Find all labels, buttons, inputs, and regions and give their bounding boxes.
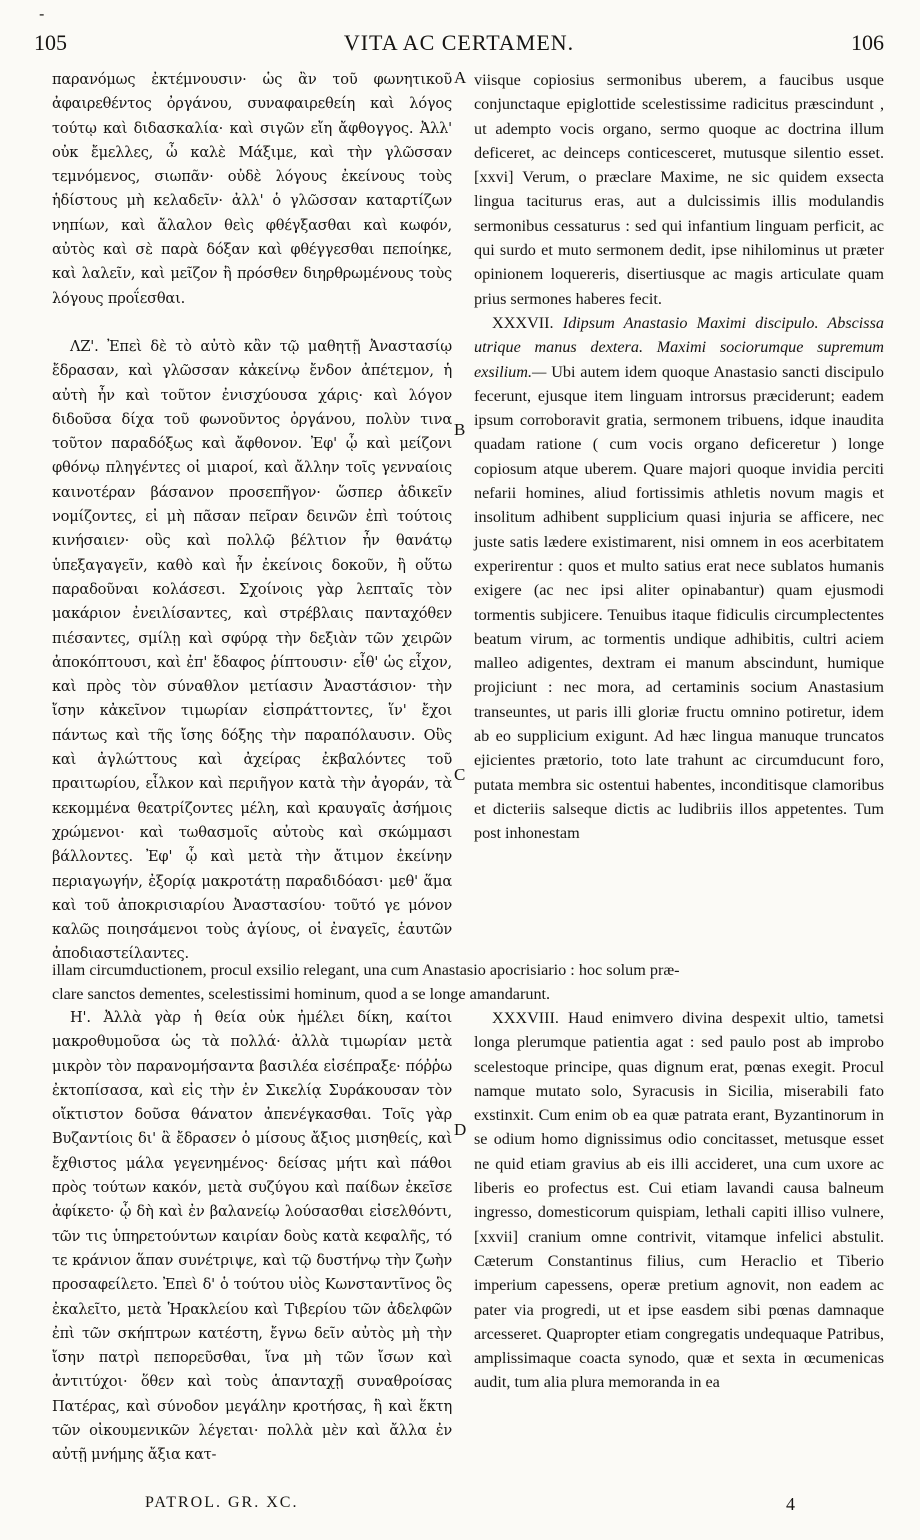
page-number-left: 105 bbox=[34, 30, 67, 55]
spill-line-1: illam circumductionem, procul exsilio relegant, una cum Anastasio apocrisiario : hoc solum præ- bbox=[52, 961, 680, 979]
latin-spill-over bbox=[52, 958, 884, 1007]
greek-column bbox=[52, 68, 452, 967]
greek-paragraph-2-text: Ἐπεὶ δὲ τὸ αὐτὸ κἂν τῷ μαθητῇ Ἀναστασίῳ ἔδρασαν, καὶ γλῶσσαν κἀκείνῳ ἔνδον ἀπέτεμον, ἡ αὐτὴ ἦν καὶ τοῦτον ἐνισχύουσα χάρις· καὶ λόγον διδοῦσα δίχα τοῦ φωνοῦντος ὀργάνου, πολὺν τινα τοῦτον παραδόξως καὶ ἄφθονον. Ἐφ' ᾧ καὶ μείζονι φθόνῳ πληγέντες οἱ μιαροί, καὶ ἄλλην τοῖς γενναίοις καινοτέραν βάσανον προσεπῆγον· ὥσπερ ἀδικεῖν νομίζοντες, εἰ μὴ πᾶσαν πεῖραν δεινῶν ἐπὶ τούτοις κινήσαιεν· οὓς καὶ πολλῷ βέλτιον ἦν θανάτῳ ὑπεξαγαγεῖν, καθὸ καὶ ἦν ἐκείνοις δοκοῦν, ἢ οὕτω παραδοῦναι κολάσεσι. Σχοίνοις γὰρ λεπταῖς τὸν μακάριον ἐνειλίσαντες, καὶ στρέβλαις πανταχόθεν πιέσαντες, σμίλῃ καὶ σφύρᾳ τὴν δεξιὰν τῶν χειρῶν ἀποκόπτουσι, καὶ ἐπ' ἔδαφος ῥίπτουσιν· εἶθ' ὡς εἶχον, καὶ πρὸς τὸν σύναθλον μετίασιν Ἀναστάσιον· τὴν ἴσην κἀκεῖνον τιμωρίαν εἰσπράττοντες, ἵν' ἔχοι πάντως καὶ τῆς ἴσης δόξης τὴν παραπόλαυσιν. Οὓς καὶ ἀγλώττους καὶ ἀχείρας ἐκβαλόντες τοῦ πραιτωρίου, εἷλκον καὶ περιῆγον κατὰ τὴν ἀγοράν, τὰ κεκομμένα θεατρίζοντες μέλη, καὶ κραυγαῖς ἀσήμοις χρώμενοι· καὶ τωθασμοῖς αὐτοὺς καὶ σκώμμασι βάλλοντες. Ἐφ' ᾧ καὶ μετὰ τὴν ἄτιμον ἐκείνην περιαγωγήν, ἐξορίᾳ μακροτάτῃ παραδιδόασι· μεθ' ἅμα καὶ τοῦ ἀποκρισιαρίου Ἀναστασίου· τοῦτό γε μόνον καλῶς ποιησάμενοι τοὺς ἁγίους, οἱ ἐναγεῖς, ἑαυτῶν ἀποδιαστείλαντες. bbox=[52, 337, 452, 963]
series-footer: PATROL. GR. XC. bbox=[145, 1494, 299, 1511]
running-header bbox=[34, 30, 884, 60]
latin-section-caption-37: Idipsum Anastasio Maximi discipulo. Abscissa utrique manus dextera. Maximi sociorumque supremum exsilium.— bbox=[474, 313, 884, 381]
margin-letter-d: D bbox=[454, 1120, 467, 1139]
latin-paragraph-2-text: Ubi autem idem quoque Anastasio sancti discipulo fecerunt, ejusque item linguam introrsus præciderunt; eadem ipsum corroboravit gratia, sermonem tribuens, idque inaudita quadam ratione ( cum vocis organo deficeretur ) longe copiosum atque uberem. Quare majori quoque invidia perciti nefarii homines, aliud fortissimis athletis novum magis et insolitum adhibent supplicium quasi injuria se afficere, nec juste satis lædere existimarent, nisi omnem in eos acerbitatem experirentur : quos et multo satius erat nece sublatos humanis exigere (ac nec ipsi aliter opinabantur) quam ejusmodi tormentis subjicere. Tenuibus itaque fidiculis circumplectentes beatum virum, ac tormentis undique adhibitis, cultri aciem malleo adigentes, dextram ei manum abscindunt, humique projiciunt : nec mora, ad certaminis socium Anastasium transeuntes, ut paris illi gloriæ fructu omnino potiretur, idem ab eo supplicium exigunt. Ad hæc lingua manuque truncatos ejicientes prætorio, toto late trahunt ac circumducunt foro, putata membra sic ostentui habentes, inconditisque clamoribus et dicteriis salseque dictis ac ludibriis illos appetentes. Tum post inhonestam bbox=[474, 362, 884, 843]
latin-section-heading-38: XXXVIII. bbox=[492, 1009, 559, 1027]
greek-column-lower bbox=[52, 1006, 452, 1468]
greek-section-number-37: ΛΖ'. bbox=[70, 337, 99, 355]
spill-line-2: clare sanctos dementes, scelestissimi hominum, quod a se longe amandarunt. bbox=[52, 985, 551, 1004]
margin-letter-b: B bbox=[454, 420, 466, 439]
latin-column bbox=[474, 68, 884, 846]
latin-column-lower bbox=[474, 1006, 884, 1395]
latin-paragraph-3 bbox=[474, 1006, 884, 1395]
greek-paragraph-1: παρανόμως ἐκτέμνουσιν· ὡς ἂν τοῦ φωνητικοῦ ἀφαιρεθέντος ὀργάνου, συναφαιρεθείη καὶ λόγος τούτῳ καὶ διδασκαλία· καὶ σιγῶν εἴη ἄφθογγος. Ἀλλ' οὐκ ἔμελλες, ὦ καλὲ Μάξιμε, καὶ τὴν γλῶσσαν τεμνόμενος, σιωπᾶν· οὐδὲ λόγους ἐκείνους τοὺς ἡδίστους μὴ κελαδεῖν· ἀλλ' ὁ γλῶσσαν καταρτίζων νηπίων, καὶ ἄλαλον θεὶς φθέγξασθαι καὶ κωφόν, αὐτὸς καὶ σὲ παρὰ δόξαν καὶ φθέγγεσθαι πεποίηκε, καὶ λαλεῖν, καὶ μεῖζον ἢ πρόσθεν διηρθρωμένους τοὺς λόγους προΐεσθαι. bbox=[52, 71, 452, 307]
latin-paragraph-1: viisque copiosius sermonibus uberem, a faucibus usque conjunctaque epiglottide scelestissime radicitus præscindunt , ut adempto vocis organo, sermo quoque ac doctrina illum deficeret, ac deinceps conticesceret, mutusque silentio esset. [xxvi] Verum, o præclare Maxime, ne sic quidem exsecta lingua taciturus eras, aut a dulcissimis illis modulandis sermonibus cessaturus : sed qui infantium linguam perficit, ac qui surdo et muto sermonem dedit, ipse nihilominus ut præter opinionem loquereris, disertiusque ac magis articulate quam prius sermones haberes fecit. bbox=[474, 71, 884, 308]
running-title: VITA AC CERTAMEN. bbox=[343, 30, 575, 55]
latin-section-heading-37: XXXVII. bbox=[492, 313, 554, 332]
page-number-right: 106 bbox=[851, 30, 884, 55]
signature-mark: 4 bbox=[786, 1494, 795, 1514]
margin-letter-a: A bbox=[454, 68, 467, 87]
top-mark: - bbox=[39, 4, 45, 23]
greek-paragraph-2 bbox=[52, 335, 452, 967]
latin-paragraph-3-text: Haud enimvero divina despexit ultio, tametsi longa plerumque patientia agat : sed paulo post ab improbo scelestoque principe, quas dignum erat, pœnas exegit. Procul namque mutato solo, Syracusis in Sicilia, miserabili fato exstinxit. Cum enim ob ea quæ patrata erant, Byzantinorum in se odium homo dignissimus odio concitasset, metusque esset ne quid etiam gravius ab eis illi accideret, una cum uxore ac liberis eo profectus est. Cui etiam lavandi causa balneum ingresso, domesticorum quispiam, lethali capiti illiso vulnere, [xxvii] cranium omne contrivit, vitamque infelici abstulit. Cæterum Constantinus filius, cum Heraclio et Tiberio imperium capessens, operæ pretium agnovit, non eadem ac pater via progredi, ut et ipse easdem sibi pœnas damnaque arcesseret. Quapropter etiam congregatis undequaque Patribus, amplissimaque coacta synodo, quæ et sexta in œcumenicas audit, tum alia plura memoranda in ea bbox=[474, 1009, 885, 1392]
margin-letter-c: C bbox=[454, 765, 466, 784]
greek-section-number-38: Η'. bbox=[70, 1009, 91, 1026]
latin-paragraph-2 bbox=[474, 311, 884, 846]
greek-paragraph-3 bbox=[52, 1006, 452, 1468]
greek-paragraph-3-text: Ἀλλὰ γὰρ ἡ θεία οὐκ ἠμέλει δίκη, καίτοι μακροθυμοῦσα ὡς τὰ πολλά· ἀλλὰ τιμωρίαν μετὰ μικρὸν τὸν παρανομήσαντα βασιλέα εἰσέπραξε· πόῤῥω ἐκτοπίσασα, καὶ εἰς τὴν ἐν Σικελίᾳ Συράκουσαν τὸν οἴκτιστον δοῦσα θάνατον ἀπενέγκασθαι. Τοῖς γὰρ Βυζαντίοις δι' ἃ ἔδρασεν ὁ μίσους ἄξιος μισηθείς, καὶ ἔχθιστος μάλα γεγενημένος· δείσας μήτι καὶ πάθοι πρὸς τούτων κακόν, μετὰ συζύγου καὶ παίδων ἐκεῖσε ἀφίκετο· ᾧ δὴ καὶ ἐν βαλανείῳ λούσασθαι εἰσελθόντι, τῶν τις ὑπηρετούντων καιρίαν δοὺς κατὰ κεφαλῆς, τό τε κράνιον ἅπαν συνέτριψε, καὶ τῷ δυστήνῳ τὴν ζωὴν προσαφείλετο. Ἐπεὶ δ' ὁ τούτου υἱὸς Κωνσταντῖνος ὃς ἐκαλεῖτο, μετὰ Ἡρακλείου καὶ Τιβερίου τῶν ἀδελφῶν ἐπὶ τῶν σκήπτρων κατέστη, ἔγνω δεῖν αὐτὸς μὴ τὴν ἴσην πατρὶ πεπορεῦσθαι, ἵνα μὴ τῶν ἴσων καὶ ἀντιτύχοι· ὅθεν καὶ τοὺς ἁπανταχῇ συναθροίσας Πατέρας, καὶ σύνοδον μεγάλην κροτήσας, ἣ καὶ ἕκτη τῶν οἰκουμενικῶν λέγεται· πολλὰ μὲν καὶ ἄλλα ἐν αὐτῇ μνήμης ἄξια κατ- bbox=[52, 1009, 452, 1464]
